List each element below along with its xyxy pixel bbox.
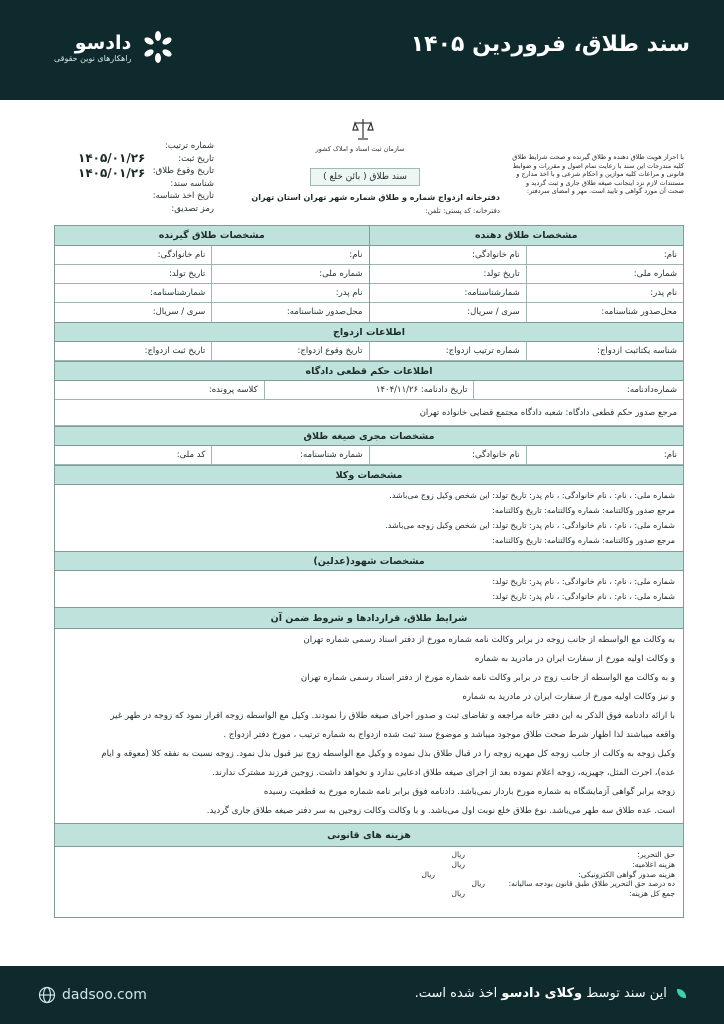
divorcee-family: نام خانوادگی: <box>157 250 206 260</box>
header-bar <box>0 0 724 100</box>
condition-line: و نیز وکالت اولیه مورخ از سفارت ایران در مادرید به شماره <box>462 692 675 702</box>
marriage-reg: تاریخ ثبت ازدواج: <box>144 346 206 356</box>
label-seq: شماره ترتیب: <box>164 141 214 151</box>
divorcee-id-place: محل‌صدور شناسنامه: <box>211 303 368 322</box>
divorcer-column <box>369 226 684 322</box>
condition-line: واقعه میباشند لذا اظهار شرط صحت طلاق موجود میباشد و موضوع سند ثبت شده ازدواج به شماره ترتیب ، مورخ دفتر ازدواج . <box>223 730 675 740</box>
footer-bar <box>0 966 724 1024</box>
condition-line: و وکالت اولیه مورخ از سفارت ایران در مادرید به شماره <box>474 654 675 664</box>
judiciary-emblem-icon <box>352 116 374 142</box>
divorce-form <box>54 225 684 918</box>
verdict-no: شماره‌دادنامه: <box>473 381 683 399</box>
attorney-wife-line: شماره ملی: ، نام: ، نام خانوادگی: ، نام پدر: تاریخ تولد: این شخص وکیل زوجه می‌باشد. <box>385 521 675 530</box>
condition-line: وکیل زوجه به وکالت از جانب زوجه کل مهریه زوجه را در قبال طلاق بذل نموده و وکیل مع الواسطه زوج نیز قبول بذل نمود. زوجه نسبت به نفقه کلا (معوقه و ایام <box>101 749 675 759</box>
divorcer-serial: سری / سریال: <box>467 307 520 317</box>
marriage-seq: شماره ترتیب ازدواج: <box>369 342 526 360</box>
footer-site[interactable] <box>38 986 147 1004</box>
site-url[interactable]: dadsoo.com <box>62 987 147 1003</box>
condition-line: به وکالت مع الواسطه از جانب زوجه در برابر وکالت نامه شماره مورخ از دفتر اسناد رسمی شماره تهران <box>303 635 675 645</box>
divorcee-national-id: شماره ملی: <box>211 265 368 283</box>
verdict-date: تاریخ دادنامه: ۱۴۰۴/۱۱/۲۶ <box>264 381 474 399</box>
document-kind: سند طلاق ( بائن خلع ) <box>310 168 420 186</box>
brand-logo-icon <box>141 30 175 64</box>
cost-label: هزینه صدور گواهی الکترونیکی: <box>578 869 675 879</box>
cost-value: ریال <box>471 879 485 889</box>
cost-row <box>63 889 675 899</box>
document-title: سند طلاق، فروردین ۱۴۰۵ <box>410 32 690 57</box>
section-conditions: شرایط طلاق، قراردادها و شروط ضمن آن <box>55 607 683 629</box>
class-no: کلاسه پرونده: <box>208 385 258 395</box>
marriage-date: تاریخ وقوع ازدواج: <box>211 342 368 360</box>
section-divorcee: مشخصات طلاق گیرنده <box>55 226 369 246</box>
officiant-name: نام: <box>526 446 683 464</box>
attorney-husband-line: شماره ملی: ، نام: ، نام خانوادگی: ، نام پدر: تاریخ تولد: این شخص وکیل زوج می‌باشد. <box>389 491 675 500</box>
condition-line: و به وکالت مع الواسطه از جانب زوج در برابر وکالت نامه شماره مورخ از دفتر اسناد رسمی شماره تهران <box>300 673 675 683</box>
court-reference: مرجع صدور حکم قطعی دادگاه: شعبه دادگاه مجتمع قضایی خانواده تهران <box>419 408 677 418</box>
cost-label: هزینه اعلامیه: <box>632 859 675 869</box>
section-court: اطلاعات حکم قطعی دادگاه <box>55 361 683 381</box>
office-contact-line: دفترخانه: کد پستی: تلفن: <box>425 207 500 215</box>
witness-2: شماره ملی: ، نام: ، نام خانوادگی: ، نام پدر: تاریخ تولد: <box>492 592 675 601</box>
condition-line: است. عده طلاق سه طهر می‌باشد. نوع طلاق خلع نوبت اول می‌باشد. و با وکالت وکالت زوجین به سر دفتر صیغه طلاق جاری گردید. <box>206 806 675 816</box>
cost-label: جمع کل هزینه: <box>629 889 675 899</box>
brand <box>54 30 175 64</box>
footer-note <box>415 986 686 1001</box>
cost-value: ریال <box>451 859 465 869</box>
brand-text <box>54 32 131 63</box>
brand-name: دادسو <box>74 31 132 54</box>
section-marriage: اطلاعات ازدواج <box>55 322 683 342</box>
registration-labels <box>134 140 214 216</box>
condition-line: با ارائه دادنامه فوق الذکر به این دفتر خانه مراجعه و تقاضای ثبت و صدور اجرای صیغه طلاق را نمودند. وکیل مع الواسطه زوجه اقرار نمود که زوجه در طهر غیر <box>110 711 675 721</box>
cost-row <box>63 850 675 860</box>
cost-row <box>63 860 675 870</box>
note-pre: این سند توسط <box>586 986 667 1001</box>
witness-1: شماره ملی: ، نام: ، نام خانوادگی: ، نام پدر: تاریخ تولد: <box>492 577 675 586</box>
globe-icon <box>38 986 56 1004</box>
condition-line: عده)، اجرت المثل، جهیزیه، زوجه اعلام نموده بعد از اجرای صیغه طلاق ادعایی ندارد و نخواهد داشت. زوجین فرزند مشترک ندارند. <box>212 768 675 778</box>
officiant-family: نام خانوادگی: <box>369 446 526 464</box>
attorney-wife-poa: مرجع صدور وکالتنامه: شماره وکالتنامه: تاریخ وکالتنامه: <box>492 536 675 545</box>
divorcer-father: نام پدر: <box>526 284 683 302</box>
note-post: اخذ شده است. <box>414 986 498 1001</box>
attorney-husband-poa: مرجع صدور وکالتنامه: شماره وکالتنامه: تاریخ وکالتنامه: <box>492 506 675 515</box>
party-sections <box>55 226 683 322</box>
section-officiant: مشخصات مجری صیغه طلاق <box>55 426 683 446</box>
divorcee-column <box>55 226 369 322</box>
cost-label: ده درصد حق التحریر طلاق طبق قانون بودجه سالیانه: <box>508 879 675 889</box>
condition-line: زوجه برابر گواهی آزمایشگاه به شماره مورخ باردار نمی‌باشد. دادنامه فوق برابر نامه شماره مورخ به قطعیت رسیده <box>263 787 675 797</box>
label-verify-code: رمز تصدیق: <box>171 203 214 214</box>
note-brand: وکلای دادسو <box>501 986 583 1001</box>
section-costs: هزینه های قانونی <box>55 823 683 847</box>
attorney-block <box>55 485 683 551</box>
officiant-code: کد ملی: <box>176 450 206 460</box>
label-doc-id: شناسه سند: <box>170 178 214 189</box>
divorcee-birth: تاریخ تولد: <box>168 269 206 279</box>
divorcee-father: نام پدر: <box>211 284 368 302</box>
divorcer-name: نام: <box>526 246 683 264</box>
section-witnesses: مشخصات شهود(عدلین) <box>55 551 683 571</box>
divorcer-national-id: شماره ملی: <box>526 265 683 283</box>
conditions-text <box>55 629 683 823</box>
section-divorcer: مشخصات طلاق دهنده <box>370 226 684 246</box>
cost-row <box>63 870 675 880</box>
divorcer-id-no: شمارشناسنامه: <box>464 288 520 298</box>
label-reg-date: تاریخ ثبت: <box>178 153 214 164</box>
cost-value: ریال <box>421 869 435 879</box>
divorcer-birth: تاریخ تولد: <box>483 269 520 279</box>
divorcee-serial: سری / سریال: <box>152 307 206 317</box>
emblem-caption: سازمان ثبت اسناد و املاک کشور <box>315 145 405 153</box>
cost-value: ریال <box>451 889 465 899</box>
leaf-icon <box>677 989 686 998</box>
divorce-date: ۱۴۰۵/۰۱/۲۶ <box>78 166 146 180</box>
witness-block <box>55 571 683 607</box>
label-id-date: تاریخ اخذ شناسه: <box>152 191 214 202</box>
office-line: دفترخانه ازدواج شماره و طلاق شماره شهر تهران استان تهران <box>251 193 500 202</box>
marriage-id: شناسه یکتاثبت ازدواج: <box>526 342 683 360</box>
intro-statement: با احراز هویت طلاق دهنده و طلاق گیرنده و صحت شرایط طلاق کلیه مندرجات این سند با رعایت تمام اصول و مقررات و ضوابط قانونی و مراعات کلیه موازین و احکام شرعی و با اخذ مدارج و مستندات لازم نزد اینجانب صیغه طلاق جاری و ثبت گردید و صحت آن مورد گواهی و تایید است. مهر و امضای سردفتر: <box>512 153 684 196</box>
costs-block <box>55 847 683 917</box>
divorcer-family: نام خانوادگی: <box>472 250 520 260</box>
officiant-id: شماره شناسنامه: <box>211 446 368 464</box>
cost-value: ریال <box>451 850 465 859</box>
label-divorce-date: تاریخ وقوع طلاق: <box>152 166 214 177</box>
brand-tagline: راهکارهای نوین حقوقی <box>54 53 132 63</box>
divorcer-id-place: محل‌صدور شناسنامه: <box>526 303 683 322</box>
divorcee-id-no: شمارشناسنامه: <box>149 288 206 298</box>
section-attorneys: مشخصات وکلا <box>55 465 683 485</box>
divorcee-name: نام: <box>211 246 368 264</box>
registration-date: ۱۴۰۵/۰۱/۲۶ <box>78 151 146 165</box>
cost-label: حق التحریر: <box>637 850 675 859</box>
cost-row <box>63 879 675 889</box>
